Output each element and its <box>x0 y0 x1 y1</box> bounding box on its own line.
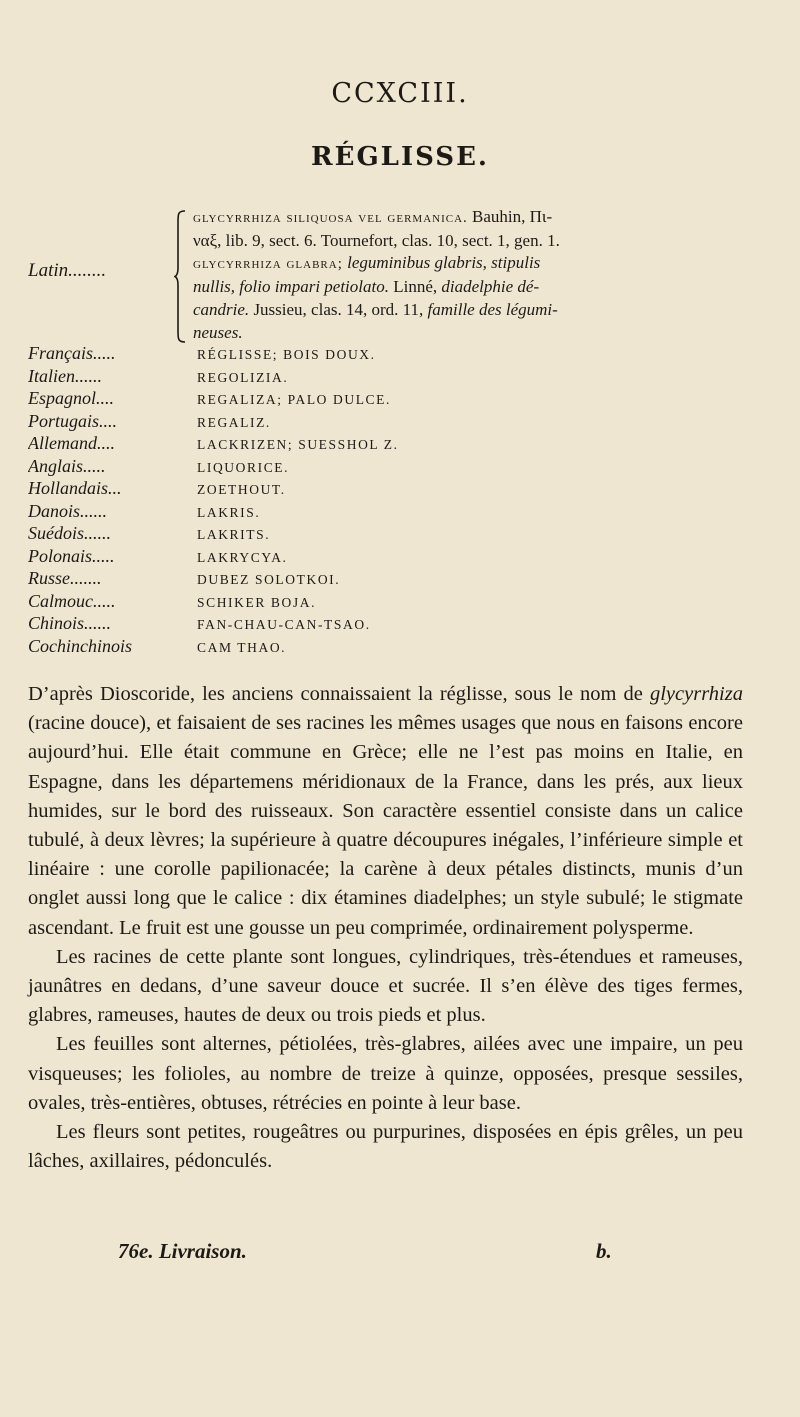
list-item: Allemand.... LACKRIZEN; SUESSHOL Z. <box>28 433 399 453</box>
paragraph: Les racines de cette plante sont longues, cylindriques, très-étendues et rameuses, jaunâtres en dedans, d’une saveur douce et sucrée. Il s’en élève des tiges fermes, glabres, rameuses, hautes de deux ou trois pieds et plus. <box>28 945 743 1027</box>
list-item: Chinois...... FAN-CHAU-CAN-TSAO. <box>28 613 371 633</box>
list-item: Italien...... REGOLIZIA. <box>28 365 289 386</box>
paragraph: Les feuilles sont alternes, pétiolées, très-glabres, ailées avec une impaire, un peu visqueuses; les folioles, au nombre de treize à quinze, opposées, presque sessiles, ovales, très-entières, obtuses, rétrécies en pointe à leur base. <box>28 1033 743 1114</box>
page-number: CCXCIII. <box>331 78 469 109</box>
list-item: Russe....... DUBEZ SOLOTKOI. <box>28 568 341 588</box>
signature-mark: 76e. Livraison. <box>118 1239 247 1263</box>
brace-icon <box>174 210 186 343</box>
latin-line-1: glycyrrhiza siliquosa vel germanica. Bauhin, Πι- <box>193 207 553 226</box>
list-item: Danois...... LAKRIS. <box>28 500 261 521</box>
list-item: Portugais.... REGALIZ. <box>28 410 271 431</box>
latin-line-2: ναξ, lib. 9, sect. 6. Tournefort, clas. 10, sect. 1, gen. 1. <box>193 230 560 250</box>
list-item: Anglais..... LIQUORICE. <box>28 455 290 476</box>
list-item: Français..... RÉGLISSE; BOIS DOUX. <box>28 343 376 363</box>
page-title: RÉGLISSE. <box>311 142 489 172</box>
list-item: Polonais..... LAKRYCYA. <box>28 545 288 566</box>
latin-synonymy <box>193 206 739 344</box>
latin-line-4: nullis, folio impari petiolato. Linné, diadelphie dé- <box>193 277 540 297</box>
paragraph: D’après Dioscoride, les anciens connaissaient la réglisse, sous le nom de glycyrrhiza (racine douce), et faisaient de ses racines les mêmes usages que nous en faisons encore aujourd’hui. Elle était commune en Grèce; elle ne l’est pas moins en Italie, en Espagne, dans les départemens méridionaux de la France, dans les prés, aux lieux humides, sur le bord des ruisseaux. Son caractère essentiel consiste dans un calice tubulé, à deux lèvres; la supérieure à quatre découpures inégales, l’inférieure simple et linéaire : une corolle papilionacée; la carène à deux pétales distincts, munis d’un onglet aussi long que le calice : dix étamines diadelphes; un style subulé; le stigmate ascendant. Le fruit est une gousse un peu comprimée, ordinairement polysperme. <box>28 683 743 939</box>
latin-line-5: candrie. Jussieu, clas. 14, ord. 11, famille des légumi- <box>193 299 558 319</box>
vernacular-names-list <box>28 343 748 658</box>
list-item: Hollandais... ZOETHOUT. <box>28 478 286 498</box>
latin-line-6: neuses. <box>193 322 243 342</box>
list-item: Espagnol.... REGALIZA; PALO DULCE. <box>28 388 391 408</box>
list-item: Cochinchinois CAM THAO. <box>28 635 287 656</box>
list-item: Calmouc..... SCHIKER BOJA. <box>28 590 317 611</box>
list-item: Suédois...... LAKRITS. <box>28 523 271 543</box>
latin-label: Latin........ <box>28 260 107 281</box>
body-text <box>28 680 743 1176</box>
sheet-letter: b. <box>596 1239 612 1263</box>
latin-line-3: glycyrrhiza glabra; leguminibus glabris, stipulis <box>193 253 541 273</box>
paragraph: Les fleurs sont petites, rougeâtres ou purpurines, disposées en épis grêles, un peu lâches, axillaires, pédonculés. <box>28 1121 743 1173</box>
